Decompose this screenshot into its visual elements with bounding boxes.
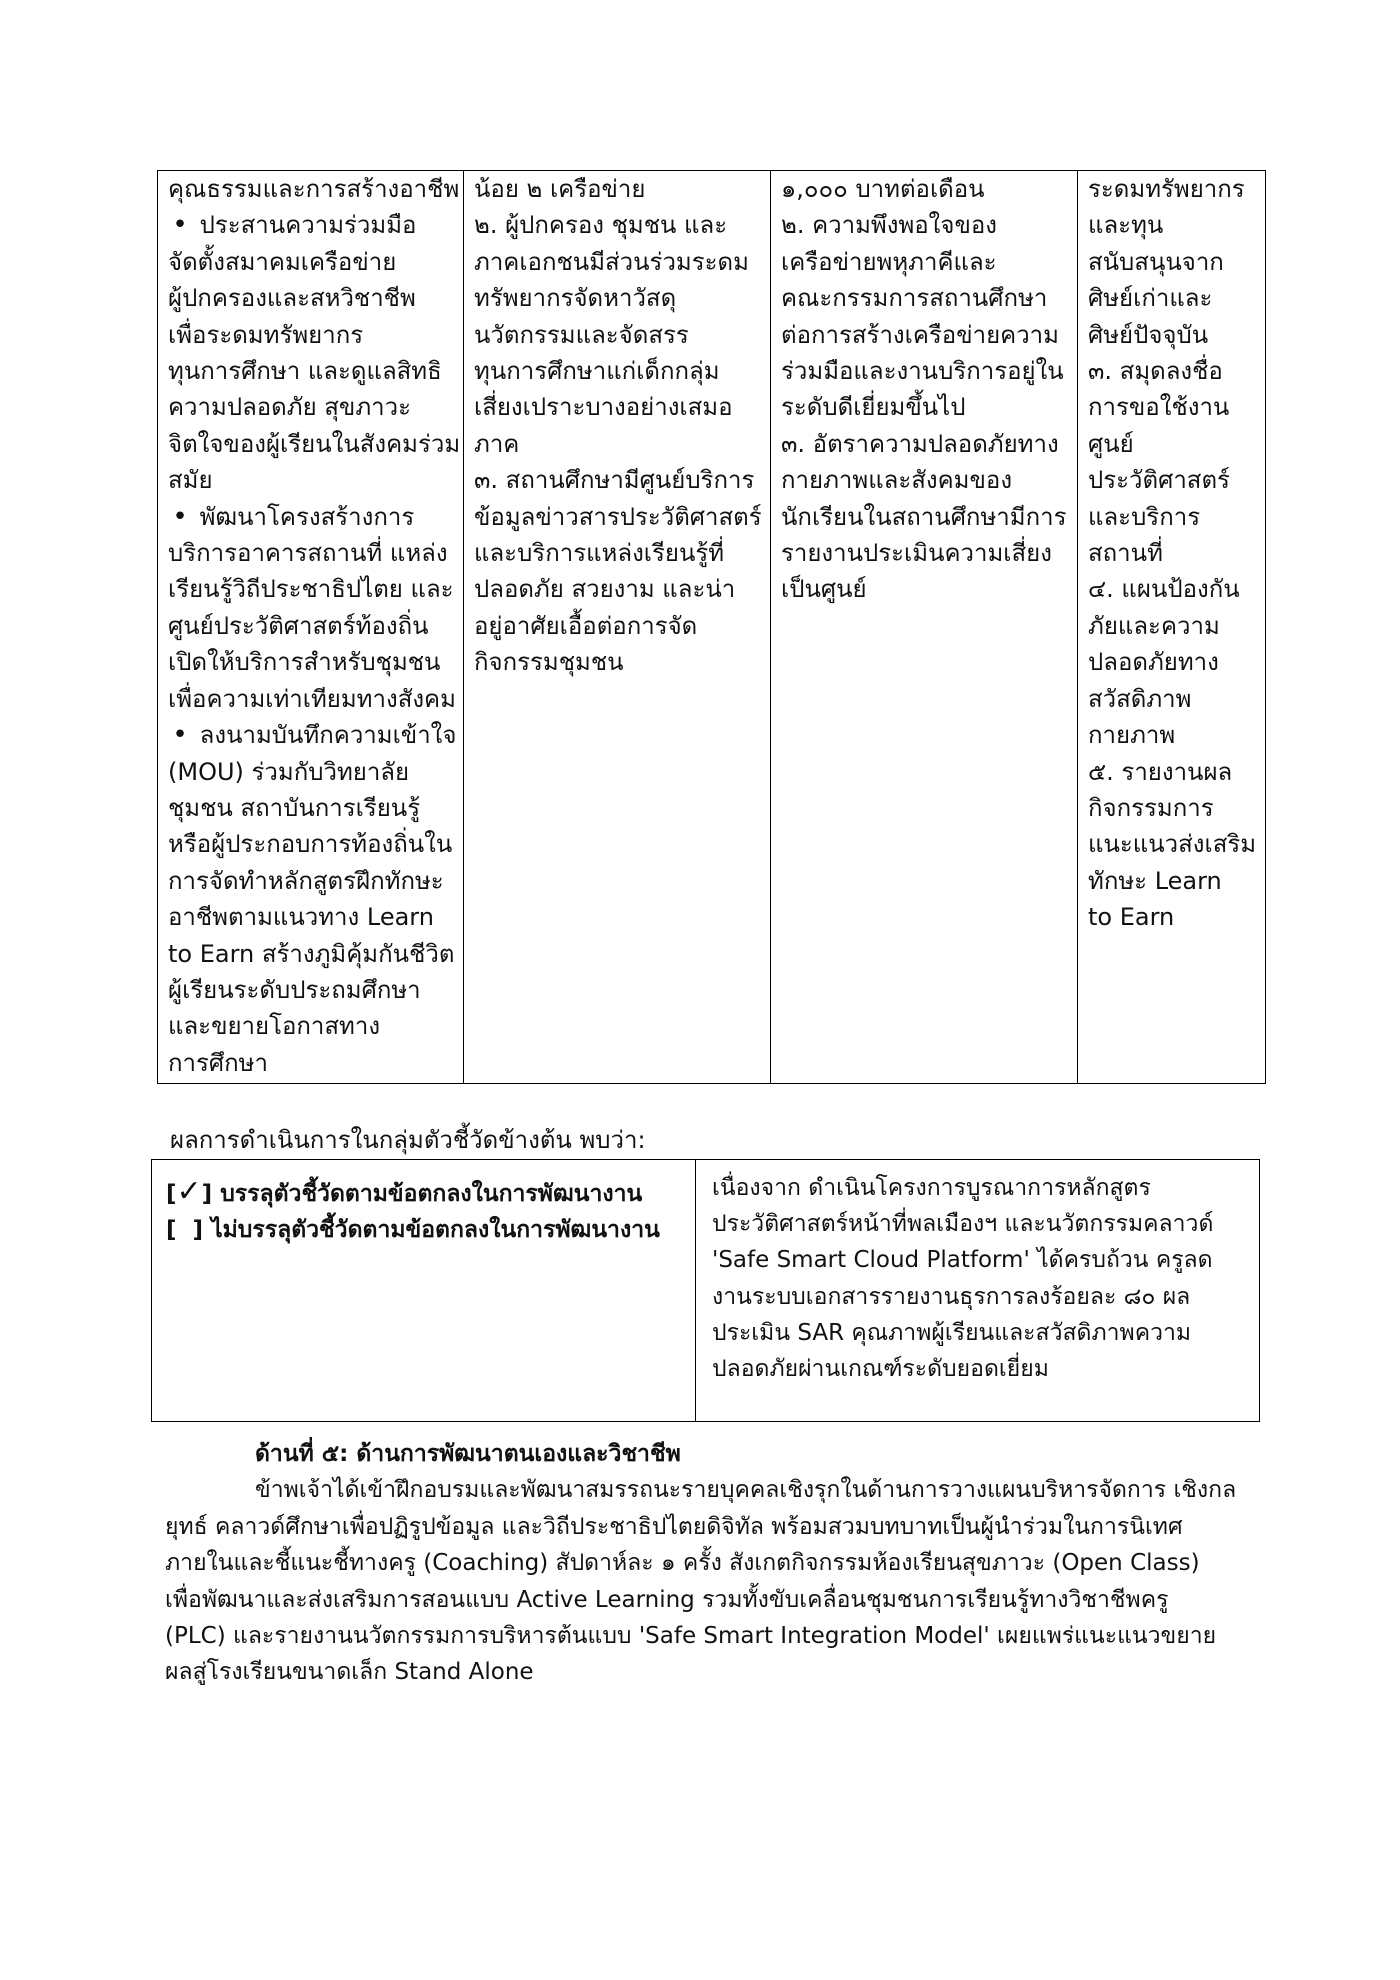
- table-text: ทักษะ Learn: [1088, 866, 1222, 895]
- table-text-line: [168, 754, 451, 790]
- table-text: อาชีพตามแนวทาง Learn: [168, 903, 434, 932]
- table-text: ผู้เรียนระดับประถมศึกษา: [168, 975, 421, 1004]
- explanation-line: งานระบบเอกสารรายงานธุรการลงร้อยละ ๘๐ ผล: [712, 1283, 1191, 1310]
- table-text-line: [781, 389, 1065, 425]
- table-text-line: [474, 608, 758, 644]
- option-not-achieved[interactable]: [166, 1212, 695, 1248]
- table-text: ประวัติศาสตร์: [1088, 466, 1230, 495]
- table-text-line: [474, 499, 762, 535]
- table-text: สถานที่: [1088, 539, 1163, 568]
- table-text: ระดับดีเยี่ยมขึ้นไป: [781, 393, 966, 422]
- table-text: ๑,๐๐๐ บาทต่อเดือน: [781, 175, 985, 203]
- table-text: กิจกรรมชุมชน: [474, 648, 624, 677]
- table-text: เปิดให้บริการสำหรับชุมชน: [168, 648, 441, 677]
- table-text: ผู้ปกครองและสหวิชาชีพ: [168, 284, 416, 313]
- table-text-line: [474, 644, 758, 680]
- table-text-line: [474, 280, 758, 316]
- table-text-line: [474, 244, 758, 280]
- table-text: และขยายโอกาสทาง: [168, 1012, 381, 1041]
- table-text: ๓. สถานศึกษามีศูนย์บริการ: [474, 466, 755, 495]
- table-text-line: [1088, 353, 1253, 389]
- evidence-cell: [1078, 171, 1266, 1084]
- table-text-line: [474, 317, 758, 353]
- table-text-line: [168, 899, 451, 935]
- table-text-line: [1088, 535, 1253, 571]
- table-text-line: [781, 280, 1065, 316]
- table-text: ปลอดภัย สวยงาม และน่า: [474, 575, 736, 604]
- table-text: เพื่อความเท่าเทียมทางสังคม: [168, 684, 456, 713]
- table-text-line: [168, 644, 451, 680]
- table-text-line: [168, 389, 451, 425]
- explanation-line: ประวัติศาสตร์หน้าที่พลเมืองฯ และนวัตกรรมคลาวด์: [712, 1211, 1214, 1238]
- table-text-line: [781, 353, 1065, 389]
- paragraph-line: ข้าพเจ้าได้เข้าฝึกอบรมและพัฒนาสมรรถนะรายบุคคลเชิงรุกในด้านการวางแผนบริหารจัดการ เชิงกล: [255, 1477, 1237, 1504]
- table-text: สวัสดิภาพ: [1088, 684, 1192, 713]
- option-achieved[interactable]: [166, 1176, 695, 1212]
- table-text-line: [474, 426, 758, 462]
- table-text: ระดมทรัพยากร: [1088, 175, 1245, 203]
- table-text-line: [474, 535, 758, 571]
- table-text: บริการอาคารสถานที่ แหล่ง: [168, 539, 448, 568]
- result-options-cell: [152, 1160, 696, 1422]
- table-text-line: [1088, 244, 1253, 280]
- table-text-line: [168, 353, 451, 389]
- table-text-line: [781, 317, 1065, 353]
- table-text-line: [781, 244, 1065, 280]
- result-explanation: [712, 1170, 1249, 1387]
- table-text: รายงานประเมินความเสี่ยง: [781, 539, 1052, 568]
- table-text: to Earn: [1088, 903, 1175, 932]
- table-text: ๔. แผนป้องกัน: [1088, 575, 1240, 604]
- option-not-achieved-label: ไม่บรรลุตัวชี้วัดตามข้อตกลงในการพัฒนางาน: [211, 1217, 660, 1243]
- section-5: [165, 1436, 1245, 1691]
- table-text-line: [168, 426, 461, 462]
- table-text: เครือข่ายพหุภาคีและ: [781, 247, 997, 276]
- output-target-cell: [464, 171, 771, 1084]
- table-text-line: [474, 171, 758, 207]
- table-text: to Earn สร้างภูมิคุ้มกันชีวิต: [168, 939, 455, 968]
- table-text: และทุน: [1088, 211, 1164, 240]
- table-text: นวัตกรรมและจัดสรร: [474, 320, 689, 349]
- indicator-table-row: [158, 171, 1266, 1084]
- table-text: เรียนรู้วิถีประชาธิปไตย และ: [168, 575, 454, 604]
- table-text: นักเรียนในสถานศึกษามีการ: [781, 502, 1067, 531]
- table-text: ข้อมูลข่าวสารประวัติศาสตร์: [474, 502, 762, 531]
- table-text: ปลอดภัยทาง: [1088, 648, 1219, 677]
- table-text: หรือผู้ประกอบการท้องถิ่นใน: [168, 830, 453, 859]
- table-text-line: [474, 571, 758, 607]
- table-text: ความปลอดภัย สุขภาวะ: [168, 393, 411, 422]
- table-text: ศิษย์เก่าและ: [1088, 284, 1213, 313]
- table-text: เป็นศูนย์: [781, 575, 867, 604]
- summary-label: ผลการดำเนินการในกลุ่มตัวชี้วัดข้างต้น พบว่า:: [170, 1126, 646, 1154]
- table-text-line: [168, 462, 451, 498]
- table-text-line: [168, 790, 451, 826]
- table-text: ลงนามบันทึกความเข้าใจ: [199, 721, 457, 750]
- table-text-line: [781, 571, 1065, 607]
- table-text-line: [168, 863, 451, 899]
- table-text-line: [474, 462, 758, 498]
- table-text-line: [1088, 644, 1253, 680]
- table-text: ร่วมมือและงานบริการอยู่ใน: [781, 357, 1064, 386]
- table-text-line: [1088, 462, 1253, 498]
- paragraph-line: ยุทธ์ คลาวด์ศึกษาเพื่อปฏิรูปข้อมูล และวิถีประชาธิปไตยดิจิทัล พร้อมสวมบทบาทเป็นผู้นำร่วมในการนิเทศ: [165, 1513, 1183, 1540]
- table-text: การจัดทำหลักสูตรฝึกทักษะ: [168, 866, 444, 895]
- result-table: [151, 1159, 1260, 1422]
- result-explanation-cell: [696, 1160, 1260, 1422]
- not-achieved-checkbox[interactable]: [ ]: [166, 1217, 204, 1243]
- table-text: การศึกษา: [168, 1048, 268, 1077]
- table-text: คุณธรรมและการสร้างอาชีพ: [168, 175, 460, 203]
- table-text: ทุนการศึกษาแก่เด็กกลุ่ม: [474, 357, 720, 386]
- table-text-line: [168, 681, 456, 717]
- paragraph-line: เพื่อพัฒนาและส่งเสริมการสอนแบบ Active Learning รวมทั้งขับเคลื่อนชุมชนการเรียนรู้ทางวิชาชีพครู: [165, 1586, 1169, 1613]
- achieved-checkbox[interactable]: [✓]: [166, 1174, 213, 1209]
- table-text: ต่อการสร้างเครือข่ายความ: [781, 320, 1059, 349]
- bullet-icon: •: [172, 210, 188, 241]
- table-text: คณะกรรมการสถานศึกษา: [781, 284, 1048, 313]
- table-text-line: [1088, 754, 1253, 790]
- outcome-target-cell: [771, 171, 1078, 1084]
- table-text: กายภาพและสังคมของ: [781, 466, 1013, 495]
- table-text-line: [168, 717, 457, 753]
- table-text: ศูนย์ประวัติศาสตร์ท้องถิ่น: [168, 611, 429, 640]
- table-text: เสี่ยงเปราะบางอย่างเสมอ: [474, 393, 733, 422]
- paragraph-line: ผลสู่โรงเรียนขนาดเล็ก Stand Alone: [165, 1659, 534, 1686]
- table-text: ประสานความร่วมมือ: [199, 211, 417, 240]
- option-achieved-label: บรรลุตัวชี้วัดตามข้อตกลงในการพัฒนางาน: [220, 1181, 643, 1207]
- table-text-line: [168, 244, 451, 280]
- table-text-line: [168, 972, 451, 1008]
- table-text-line: [1088, 171, 1253, 207]
- table-text: และบริการแหล่งเรียนรู้ที่: [474, 539, 725, 568]
- explanation-line: ปลอดภัยผ่านเกณฑ์ระดับยอดเยี่ยม: [712, 1356, 1049, 1383]
- table-text-line: [168, 207, 451, 243]
- table-text-line: [1088, 317, 1253, 353]
- table-text-line: [474, 207, 758, 243]
- table-text-line: [1088, 608, 1253, 644]
- table-text: ทรัพยากรจัดหาวัสดุ: [474, 284, 677, 313]
- indicator-table: [157, 170, 1266, 1084]
- table-text: พัฒนาโครงสร้างการ: [199, 502, 415, 531]
- table-text-line: [1088, 280, 1253, 316]
- table-text-line: [781, 535, 1065, 571]
- table-text-line: [168, 936, 455, 972]
- bullet-icon: •: [172, 720, 188, 751]
- table-text: ศิษย์ปัจจุบัน: [1088, 320, 1209, 349]
- table-text: ทุนการศึกษา และดูแลสิทธิ: [168, 357, 442, 386]
- table-text: ๒. ความพึงพอใจของ: [781, 211, 997, 240]
- explanation-line: เนื่องจาก ดำเนินโครงการบูรณาการหลักสูตร: [712, 1175, 1151, 1201]
- table-text-line: [1088, 826, 1257, 862]
- result-row: [152, 1160, 1260, 1422]
- check-icon: ✓: [176, 1174, 202, 1209]
- table-text-line: [1088, 681, 1253, 717]
- table-text-line: [1088, 571, 1253, 607]
- table-text: แนะแนวส่งเสริม: [1088, 830, 1257, 859]
- table-text: อยู่อาศัยเอื้อต่อการจัด: [474, 611, 698, 640]
- table-text-line: [1088, 499, 1253, 535]
- table-text-line: [1088, 790, 1253, 826]
- table-text: ภาคเอกชนมีส่วนร่วมระดม: [474, 247, 749, 276]
- table-text-line: [781, 499, 1065, 535]
- table-text-line: [1088, 207, 1253, 243]
- table-text-line: [781, 426, 1065, 462]
- bullet-icon: •: [172, 501, 188, 532]
- table-text: กายภาพ: [1088, 721, 1176, 750]
- table-text: สมัย: [168, 466, 213, 495]
- strategy-cell: [158, 171, 464, 1084]
- explanation-line: 'Safe Smart Cloud Platform' ได้ครบถ้วน ครูลด: [712, 1247, 1213, 1274]
- table-text-line: [168, 571, 454, 607]
- table-text-line: [168, 608, 451, 644]
- table-text: ภาค: [474, 429, 520, 458]
- table-text: ๕. รายงานผล: [1088, 757, 1233, 786]
- table-text: (MOU) ร่วมกับวิทยาลัย: [168, 757, 410, 786]
- table-text-line: [781, 462, 1065, 498]
- table-text-line: [168, 1045, 451, 1081]
- table-text-line: [1088, 717, 1253, 753]
- table-text-line: [474, 353, 758, 389]
- table-text-line: [168, 499, 451, 535]
- table-text: น้อย ๒ เครือข่าย: [474, 175, 646, 203]
- table-text: สนับสนุนจาก: [1088, 247, 1224, 276]
- table-text: ๓. อัตราความปลอดภัยทาง: [781, 429, 1059, 458]
- table-text: ศูนย์: [1088, 429, 1134, 458]
- paragraph-line: ภายในและชี้แนะชี้ทางครู (Coaching) สัปดาห์ละ ๑ ครั้ง สังเกตกิจกรรมห้องเรียนสุขภาวะ (Open Class): [165, 1550, 1200, 1577]
- table-text-line: [168, 1008, 451, 1044]
- table-text: ภัยและความ: [1088, 611, 1220, 640]
- table-text-line: [1088, 863, 1253, 899]
- table-text-line: [781, 207, 1065, 243]
- table-text-line: [474, 389, 758, 425]
- table-text: จิตใจของผู้เรียนในสังคมร่วม: [168, 429, 461, 458]
- table-text-line: [168, 280, 451, 316]
- table-text-line: [1088, 426, 1253, 462]
- section-5-paragraph: [165, 1472, 1245, 1690]
- table-text-line: [168, 171, 460, 207]
- table-text: กิจกรรมการ: [1088, 793, 1214, 822]
- table-text: ชุมชน สถาบันการเรียนรู้: [168, 793, 421, 822]
- table-text-line: [168, 317, 451, 353]
- table-text: และบริการ: [1088, 502, 1201, 531]
- table-text-line: [168, 826, 451, 862]
- table-text: การขอใช้งาน: [1088, 393, 1230, 422]
- table-text: เพื่อระดมทรัพยากร: [168, 320, 364, 349]
- table-text: จัดตั้งสมาคมเครือข่าย: [168, 247, 397, 276]
- paragraph-line: (PLC) และรายงานนวัตกรรมการบริหารต้นแบบ 'Safe Smart Integration Model' เผยแพร่แนะแนวขยาย: [165, 1623, 1217, 1650]
- table-text-line: [1088, 899, 1253, 935]
- section-5-heading: ด้านที่ ๕: ด้านการพัฒนาตนเองและวิชาชีพ: [255, 1441, 681, 1467]
- table-text-line: [781, 171, 1065, 207]
- explanation-line: ประเมิน SAR คุณภาพผู้เรียนและสวัสดิภาพความ: [712, 1319, 1192, 1346]
- table-text: ๒. ผู้ปกครอง ชุมชน และ: [474, 211, 728, 240]
- table-text: ๓. สมุดลงชื่อ: [1088, 357, 1223, 386]
- table-text-line: [168, 535, 451, 571]
- table-text-line: [1088, 389, 1253, 425]
